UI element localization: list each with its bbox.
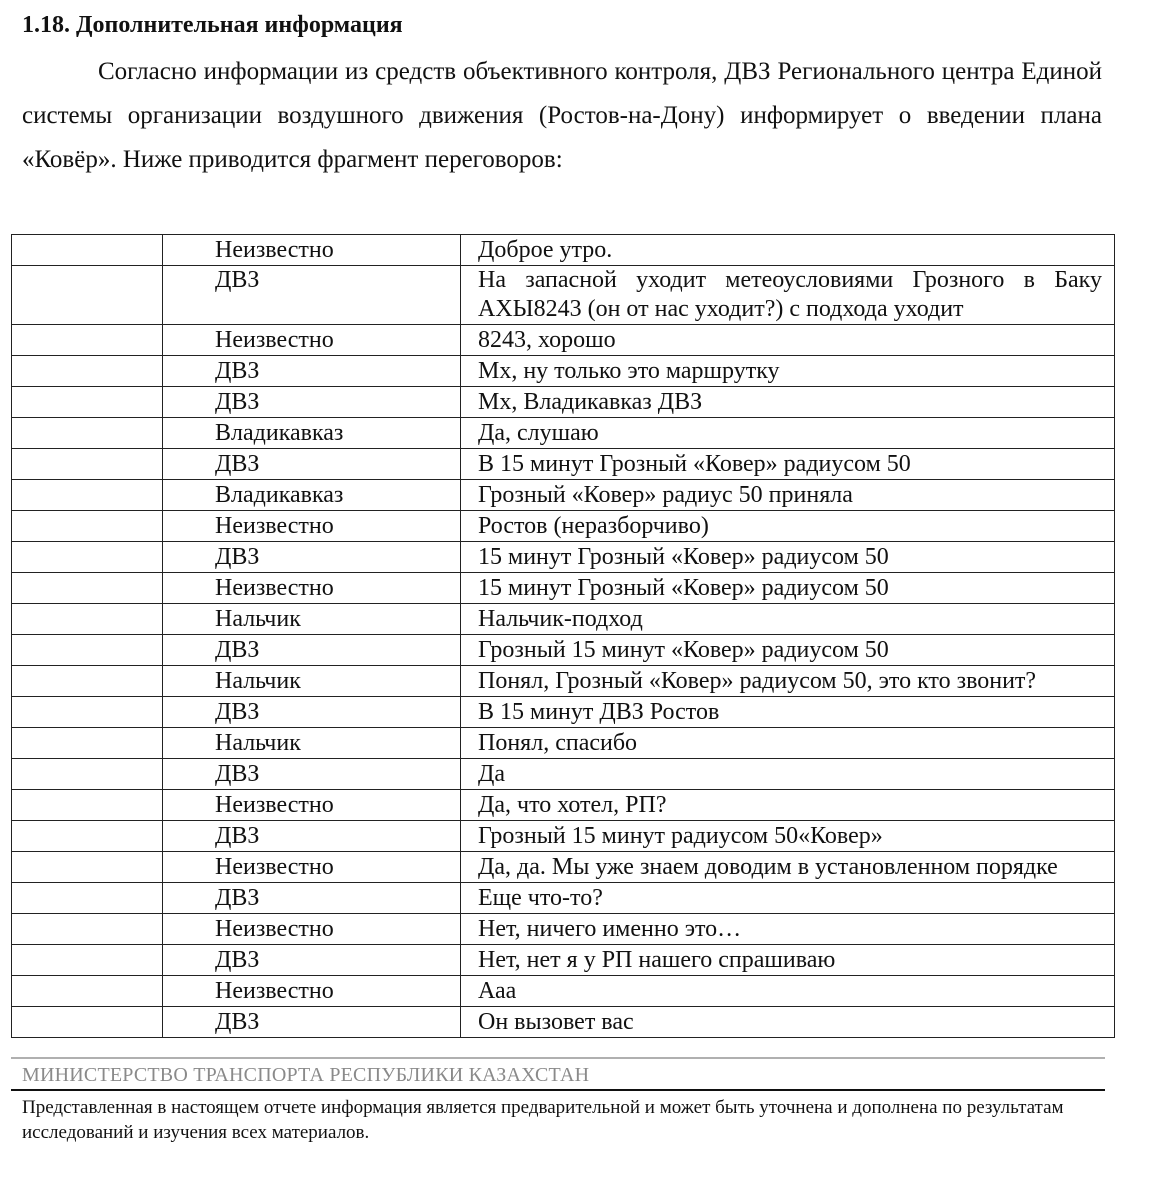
speaker-cell: ДВЗ <box>163 542 461 573</box>
table-row <box>12 821 1115 852</box>
intro-paragraph: Согласно информации из средств объективного контроля, ДВЗ Регионального центра Единой системы организации воздушного движения (Ростов-на-Дону) информирует о введении плана «Ковёр». Ниже приводится фрагмент переговоров: <box>22 58 1102 173</box>
message-cell: 15 минут Грозный «Ковер» радиусом 50 <box>461 573 1115 604</box>
message-cell: Мх, ну только это маршрутку <box>461 356 1115 387</box>
message-cell: Понял, Грозный «Ковер» радиусом 50, это кто звонит? <box>461 666 1115 697</box>
message-cell: Нет, нет я у РП нашего спрашиваю <box>461 945 1115 976</box>
message-cell: Грозный «Ковер» радиус 50 приняла <box>461 480 1115 511</box>
footer-rule <box>11 1089 1105 1091</box>
table-row <box>12 852 1115 883</box>
message-cell: Да, слушаю <box>461 418 1115 449</box>
time-cell <box>12 266 163 325</box>
time-cell <box>12 666 163 697</box>
speaker-cell: ДВЗ <box>163 759 461 790</box>
table-row <box>12 790 1115 821</box>
table-row <box>12 759 1115 790</box>
time-cell <box>12 1007 163 1038</box>
message-cell: В 15 минут ДВЗ Ростов <box>461 697 1115 728</box>
speaker-cell: ДВЗ <box>163 356 461 387</box>
message-cell: Нальчик-подход <box>461 604 1115 635</box>
table-row <box>12 1007 1115 1038</box>
speaker-cell: Неизвестно <box>163 573 461 604</box>
time-cell <box>12 511 163 542</box>
table-row <box>12 697 1115 728</box>
transcript-body <box>12 235 1115 1038</box>
message-cell: На запасной уходит метеоусловиями Грозного в Баку АХЫ8243 (он от нас уходит?) с подхода уходит <box>461 266 1115 325</box>
table-row <box>12 883 1115 914</box>
time-cell <box>12 852 163 883</box>
speaker-cell: ДВЗ <box>163 635 461 666</box>
table-row <box>12 235 1115 266</box>
message-cell: Грозный 15 минут радиусом 50«Ковер» <box>461 821 1115 852</box>
speaker-cell: Владикавказ <box>163 480 461 511</box>
disclaimer-text: Представленная в настоящем отчете информация является предварительной и может быть уточнена и дополнена по результатам исследований и изучения всех материалов. <box>22 1097 1064 1143</box>
speaker-cell: Неизвестно <box>163 976 461 1007</box>
speaker-cell: Неизвестно <box>163 235 461 266</box>
speaker-cell: Нальчик <box>163 666 461 697</box>
time-cell <box>12 387 163 418</box>
speaker-cell: ДВЗ <box>163 387 461 418</box>
time-cell <box>12 542 163 573</box>
time-cell <box>12 759 163 790</box>
message-cell: Он вызовет вас <box>461 1007 1115 1038</box>
time-cell <box>12 790 163 821</box>
table-row <box>12 356 1115 387</box>
message-cell: Нет, ничего именно это… <box>461 914 1115 945</box>
ministry-name: МИНИСТЕРСТВО ТРАНСПОРТА РЕСПУБЛИКИ КАЗАХСТАН <box>22 1064 590 1086</box>
table-row <box>12 266 1115 325</box>
speaker-cell: ДВЗ <box>163 945 461 976</box>
time-cell <box>12 728 163 759</box>
time-cell <box>12 697 163 728</box>
message-cell: Понял, спасибо <box>461 728 1115 759</box>
table-row <box>12 976 1115 1007</box>
speaker-cell: Неизвестно <box>163 511 461 542</box>
table-row <box>12 914 1115 945</box>
message-cell: Грозный 15 минут «Ковер» радиусом 50 <box>461 635 1115 666</box>
message-cell: Еще что-то? <box>461 883 1115 914</box>
message-cell: Да, да. Мы уже знаем доводим в установленном порядке <box>461 852 1115 883</box>
table-row <box>12 604 1115 635</box>
message-cell: Доброе утро. <box>461 235 1115 266</box>
speaker-cell: Нальчик <box>163 728 461 759</box>
time-cell <box>12 235 163 266</box>
speaker-cell: Неизвестно <box>163 325 461 356</box>
time-cell <box>12 883 163 914</box>
message-cell: Ростов (неразборчиво) <box>461 511 1115 542</box>
speaker-cell: ДВЗ <box>163 883 461 914</box>
time-cell <box>12 635 163 666</box>
table-row <box>12 666 1115 697</box>
time-cell <box>12 449 163 480</box>
table-row <box>12 387 1115 418</box>
time-cell <box>12 573 163 604</box>
table-row <box>12 418 1115 449</box>
speaker-cell: ДВЗ <box>163 1007 461 1038</box>
time-cell <box>12 976 163 1007</box>
table-row <box>12 945 1115 976</box>
speaker-cell: Неизвестно <box>163 790 461 821</box>
time-cell <box>12 914 163 945</box>
table-row <box>12 573 1115 604</box>
speaker-cell: ДВЗ <box>163 821 461 852</box>
speaker-cell: Владикавказ <box>163 418 461 449</box>
time-cell <box>12 356 163 387</box>
speaker-cell: ДВЗ <box>163 266 461 325</box>
time-cell <box>12 480 163 511</box>
table-row <box>12 449 1115 480</box>
section-heading: 1.18. Дополнительная информация <box>22 12 403 38</box>
speaker-cell: Нальчик <box>163 604 461 635</box>
table-row <box>12 325 1115 356</box>
table-row <box>12 480 1115 511</box>
time-cell <box>12 418 163 449</box>
time-cell <box>12 945 163 976</box>
speaker-cell: Неизвестно <box>163 852 461 883</box>
table-row <box>12 635 1115 666</box>
message-cell: Мх, Владикавказ ДВЗ <box>461 387 1115 418</box>
message-cell: 15 минут Грозный «Ковер» радиусом 50 <box>461 542 1115 573</box>
time-cell <box>12 325 163 356</box>
time-cell <box>12 604 163 635</box>
speaker-cell: ДВЗ <box>163 449 461 480</box>
time-cell <box>12 821 163 852</box>
table-row <box>12 542 1115 573</box>
speaker-cell: ДВЗ <box>163 697 461 728</box>
message-cell: В 15 минут Грозный «Ковер» радиусом 50 <box>461 449 1115 480</box>
message-cell: Да <box>461 759 1115 790</box>
message-cell: 8243, хорошо <box>461 325 1115 356</box>
footer-divider <box>11 1057 1105 1059</box>
message-cell: Да, что хотел, РП? <box>461 790 1115 821</box>
transcript-table <box>11 234 1115 1038</box>
table-row <box>12 511 1115 542</box>
message-cell: Ааа <box>461 976 1115 1007</box>
speaker-cell: Неизвестно <box>163 914 461 945</box>
table-row <box>12 728 1115 759</box>
